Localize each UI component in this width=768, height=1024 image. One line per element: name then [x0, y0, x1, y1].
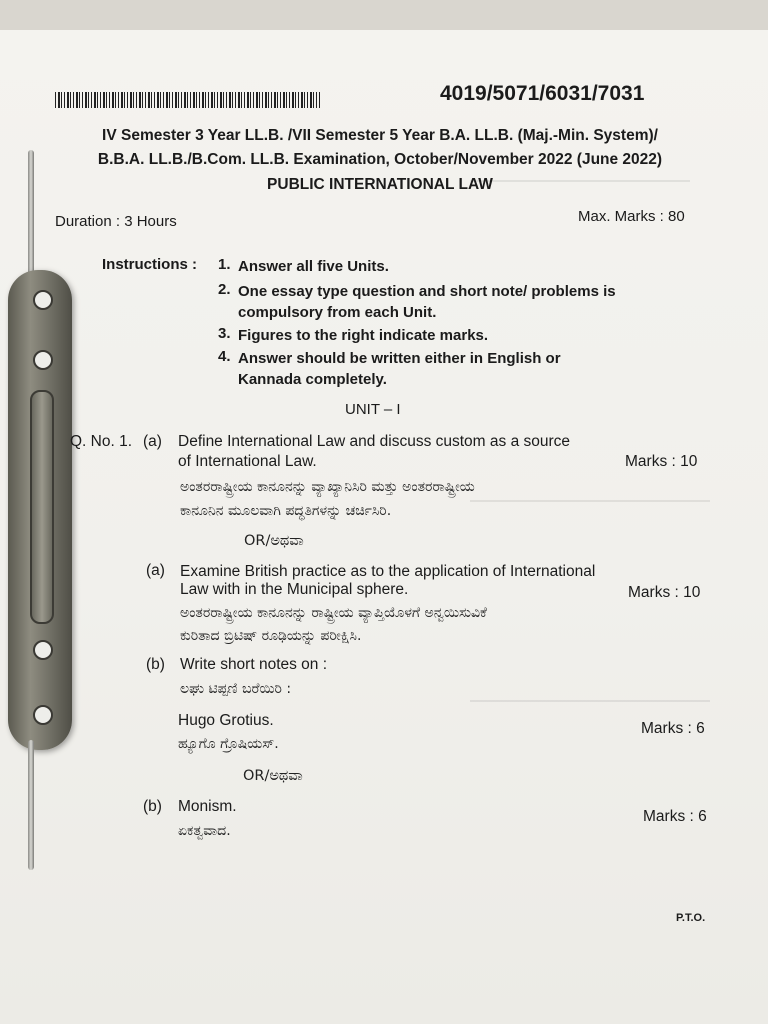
q1b-text-line1: Write short notes on :: [180, 656, 328, 673]
q1a-alt-kannada-line1: ಅಂತರರಾಷ್ಟ್ರೀಯ ಕಾನೂನನ್ನು ರಾಷ್ಟ್ರೀಯ ವ್ಯಾಪ್ತಿಯೊಳಗೆ ಅನ್ವಯಿಸುವಿಕೆ: [180, 605, 487, 621]
q1a-text-line2: of International Law.: [178, 453, 317, 470]
binder-clip-slot: [30, 390, 54, 624]
or-separator: OR/ಅಥವಾ: [244, 533, 304, 549]
binder-rod-top: [28, 150, 34, 280]
instruction-item: 3. Figures to the right indicate marks.: [218, 325, 489, 344]
binder-hole: [33, 290, 53, 310]
q1a-alt-kannada-line2: ಕುರಿತಾದ ಬ್ರಿಟಿಷ್ ರೂಢಿಯನ್ನು ಪರೀಕ್ಷಿಸಿ.: [180, 628, 362, 644]
q1a-kannada-line2: ಕಾನೂನಿನ ಮೂಲವಾಗಿ ಪದ್ಧತಿಗಳನ್ನು ಚರ್ಚಿಸಿರಿ.: [180, 503, 392, 519]
binder-rod-bottom: [28, 740, 34, 870]
max-marks: Max. Marks : 80: [578, 208, 685, 225]
duration: Duration : 3 Hours: [55, 213, 177, 230]
q1a-alt-text-line2: Law with in the Municipal sphere.: [180, 581, 409, 598]
q1b-alt-topic-kannada: ಏಕತ್ವವಾದ.: [178, 823, 231, 839]
q1b-alt-marks: Marks : 6: [643, 808, 707, 825]
instruction-item: 2. One essay type question and short note/ problems is compulsory from each Unit.: [218, 281, 616, 321]
q1a-alt-text-line1: Examine British practice as to the application of International: [180, 563, 596, 580]
show-through-mark: [470, 500, 710, 502]
or-separator: OR/ಅಥವಾ: [243, 768, 303, 784]
show-through-mark: [470, 700, 710, 702]
binder-hole: [33, 350, 53, 370]
pto-label: P.T.O.: [676, 912, 706, 924]
binder-hole: [33, 640, 53, 660]
q1a-text-line1: Define International Law and discuss custom as a source: [178, 433, 571, 450]
q1b-alt-label: (b): [143, 798, 162, 815]
q1a-alt-label: (a): [146, 562, 165, 579]
exam-line-1: IV Semester 3 Year LL.B. /VII Semester 5 Year B.A. LL.B. (Maj.-Min. System)/: [102, 127, 658, 144]
instruction-item: 1. Answer all five Units.: [218, 256, 389, 275]
q1b-alt-topic: Monism.: [178, 798, 237, 815]
question-number: Q. No. 1.: [70, 433, 133, 450]
paper-code: 4019/5071/6031/7031: [440, 82, 645, 105]
subject-title: PUBLIC INTERNATIONAL LAW: [267, 176, 493, 193]
q1b-label: (b): [146, 656, 165, 673]
q1b-marks: Marks : 6: [641, 720, 705, 737]
q1b-topic: Hugo Grotius.: [178, 712, 274, 729]
binder-hole: [33, 705, 53, 725]
q1b-topic-kannada: ಹ್ಯೂಗೊ ಗ್ರೊಷಿಯಸ್.: [178, 736, 279, 752]
exam-line-2: B.B.A. LL.B./B.Com. LL.B. Examination, October/November 2022 (June 2022): [97, 151, 663, 168]
q1a-marks: Marks : 10: [625, 453, 698, 470]
instruction-item: 4. Answer should be written either in English or Kannada completely.: [218, 348, 561, 388]
q1a-alt-marks: Marks : 10: [628, 584, 701, 601]
q1a-label: (a): [143, 433, 162, 450]
q1a-kannada-line1: ಅಂತರರಾಷ್ಟ್ರೀಯ ಕಾನೂನನ್ನು ವ್ಯಾಖ್ಯಾನಿಸಿರಿ ಮತ್ತು ಅಂತರರಾಷ್ಟ್ರೀಯ: [180, 479, 475, 495]
barcode: [55, 92, 320, 108]
instructions-label: Instructions :: [102, 256, 198, 273]
q1b-kannada-line1: ಲಘು ಟಿಪ್ಪಣಿ ಬರೆಯಿರಿ :: [180, 681, 292, 697]
unit-title: UNIT – I: [345, 401, 401, 418]
